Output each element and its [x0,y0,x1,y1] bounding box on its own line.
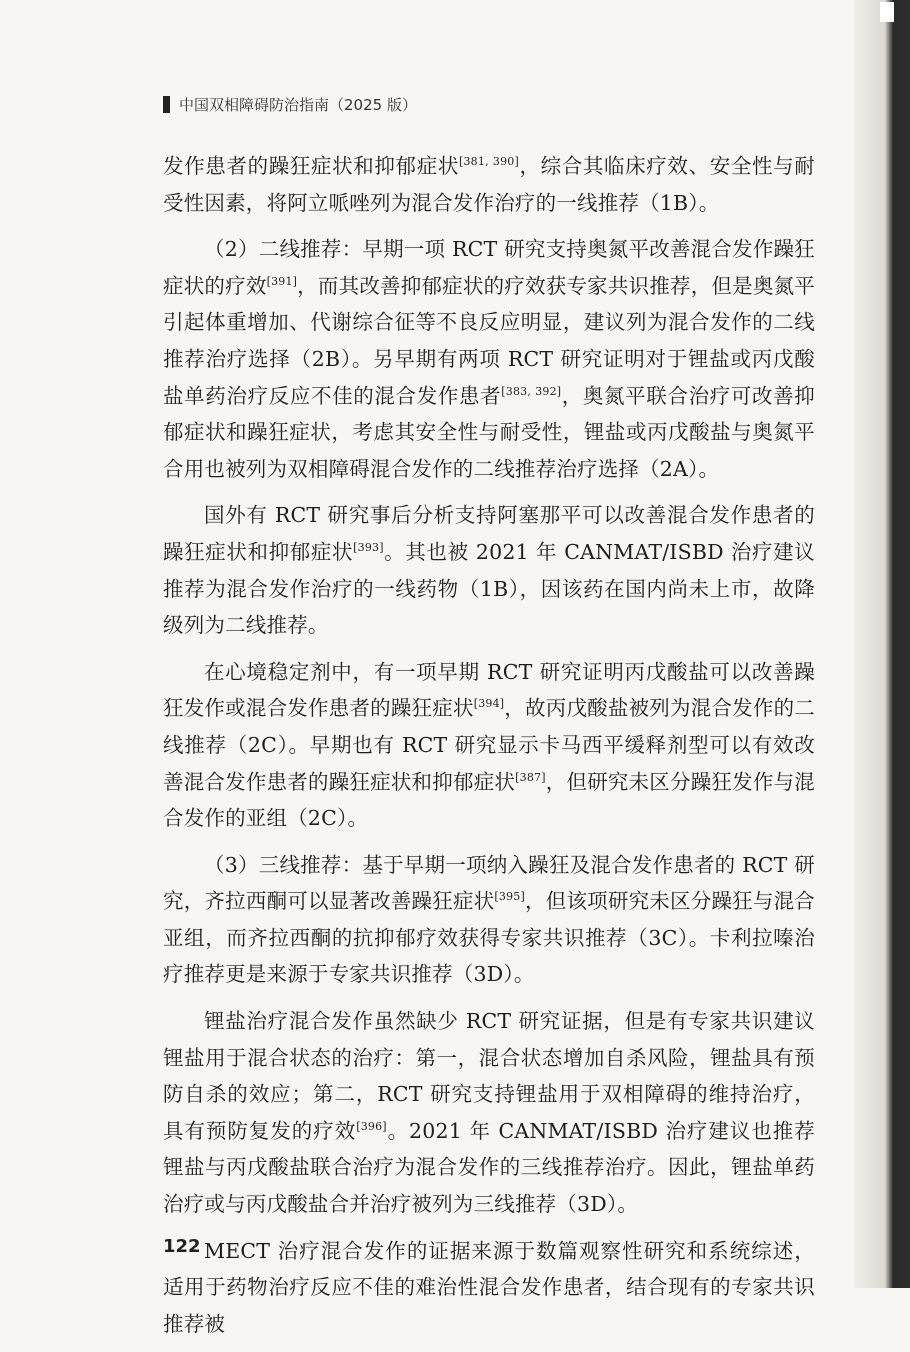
page-edge-shadow [854,0,910,1288]
paragraph-text: ，综合其临床疗效、安全性与耐受性因素，将阿立哌唑列为混合发作治疗的一线推荐（1B）。 [163,154,815,215]
body-text [163,148,815,1352]
header-title: 中国双相障碍防治指南（2025 版） [179,95,417,114]
paragraph [163,1003,815,1223]
paragraph-text: 锂盐治疗混合发作虽然缺少 RCT 研究证据，但是有专家共识建议锂盐用于混合状态的治疗：第一，混合状态增加自杀风险，锂盐具有预防自杀的效应；第二，RCT 研究支持锂盐用于双相障碍的维持治疗，具有预防复发的疗效 [163,1009,815,1143]
page-edge-tab [880,2,894,22]
header-bar-marker [163,96,170,113]
paragraph-text: ，奥氮平联合治疗可改善抑郁症状和躁狂症状，考虑其安全性与耐受性，锂盐或丙戊酸盐与奥氮平合用也被列为双相障碍混合发作的二线推荐治疗选择（2A）。 [163,383,815,481]
citation-ref: [394] [473,697,505,711]
running-header [163,92,763,116]
paragraph-text: ，故丙戊酸盐被列为混合发作的二线推荐（2C）。早期也有 RCT 研究显示卡马西平缓释剂型可以有效改善混合发作患者的躁狂症状和抑郁症状 [163,696,815,794]
paragraph-text: （3）三线推荐：基于早期一项纳入躁狂及混合发作患者的 RCT 研究，齐拉西酮可以显著改善躁狂症状 [163,852,815,914]
paragraph-text: ，但研究未区分躁狂发作与混合发作的亚组（2C）。 [163,769,815,831]
citation-ref: [396] [356,1119,387,1133]
citation-ref: [387] [515,770,546,784]
paragraph-text: ，而其改善抑郁症状的疗效获专家共识推荐，但是奥氮平引起体重增加、代谢综合征等不良反应明显，建议列为混合发作的二线推荐治疗选择（2B）。另早期有两项 RCT 研究证明对于锂盐或丙戊酸盐单药治疗反应不佳的混合发作患者 [163,273,816,408]
citation-ref: [393] [353,540,384,554]
paragraph-text: MECT 治疗混合发作的证据来源于数篇观察性研究和系统综述，适用于药物治疗反应不佳的难治性混合发作患者，结合现有的专家共识推荐被 [163,1238,815,1336]
citation-ref: [395] [494,890,526,904]
paragraph [163,497,815,643]
paragraph [163,148,815,221]
paragraph-text: 发作患者的躁狂症状和抑郁症状 [163,154,459,178]
paragraph [163,847,815,993]
paragraph-text: 在心境稳定剂中，有一项早期 RCT 研究证明丙戊酸盐可以改善躁狂发作或混合发作患者的躁狂症状 [163,659,815,721]
paragraph [163,231,815,487]
paragraph-text: 。2021 年 CANMAT/ISBD 治疗建议也推荐锂盐与丙戊酸盐联合治疗为混合发作的三线推荐治疗。因此，锂盐单药治疗或与丙戊酸盐合并治疗被列为三线推荐（3D）。 [163,1118,815,1217]
paragraph-text: ，但该项研究未区分躁狂与混合亚组，而齐拉西酮的抗抑郁疗效获得专家共识推荐（3C）。卡利拉嗪治疗推荐更是来源于专家共识推荐（3D）。 [163,889,815,987]
paragraph-text: （2）二线推荐：早期一项 RCT 研究支持奥氮平改善混合发作躁狂症状的疗效 [163,237,815,298]
paragraph [163,654,815,837]
paragraph-text: 国外有 RCT 研究事后分析支持阿塞那平可以改善混合发作患者的躁狂症状和抑郁症状 [163,503,815,564]
citation-ref: [381, 390] [458,155,519,168]
paragraph-text: 。其也被 2021 年 CANMAT/ISBD 治疗建议推荐为混合发作治疗的一线药物（1B），因该药在国内尚未上市，故降级列为二线推荐。 [163,539,815,638]
page-number: 122 [163,1236,201,1257]
citation-ref: [391] [266,274,298,288]
citation-ref: [383, 392] [501,384,562,398]
